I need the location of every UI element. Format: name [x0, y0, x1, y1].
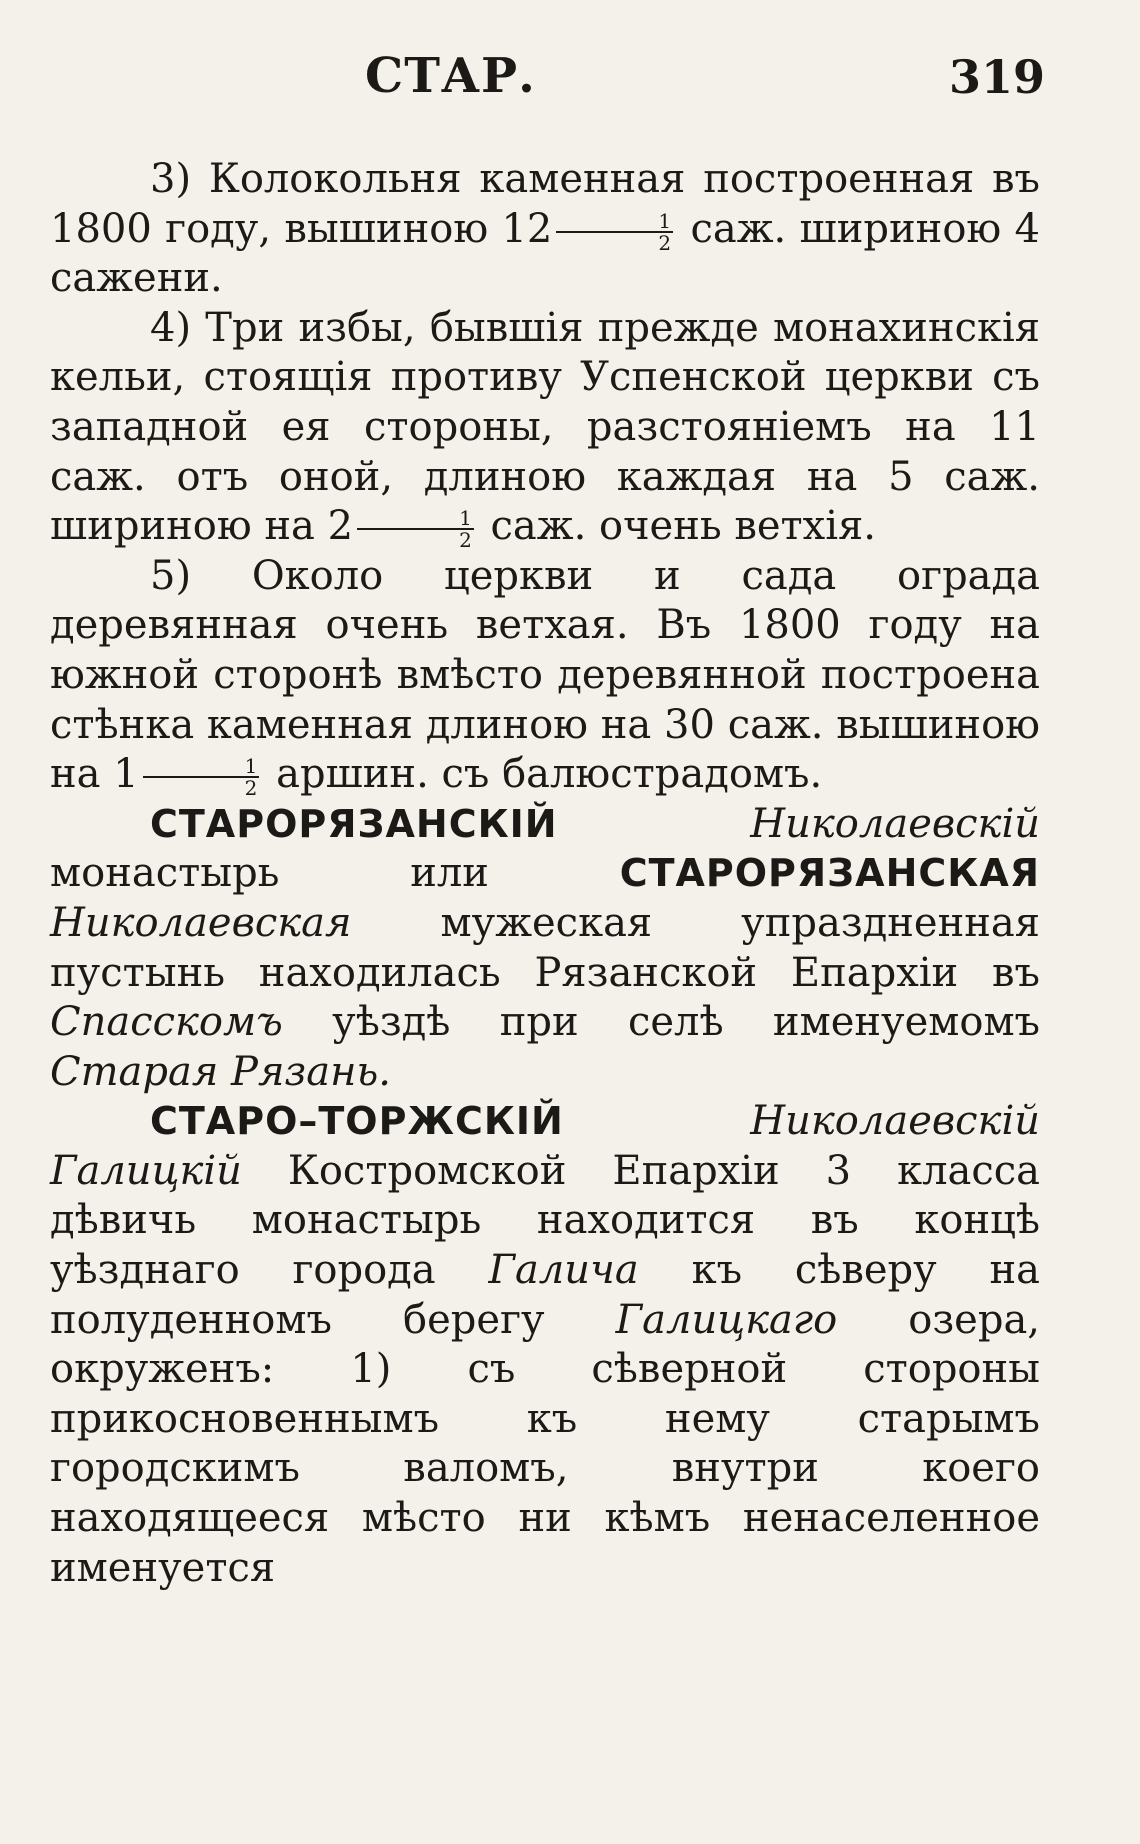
entry-staroryazansky — [50, 800, 1040, 1098]
fraction-numerator: 1 — [357, 508, 474, 530]
page-header — [0, 48, 1140, 118]
entry-heading: СТАРО–ТОРЖСКІЙ — [150, 1099, 564, 1144]
paragraph-text: аршин. съ балюстрадомъ. — [276, 751, 823, 798]
paragraph-text: 5) Около церкви и сада ограда деревянная очень ветхая. Въ 1800 году на южной сторонѣ вмѣсто деревянной построена стѣнка каменная длиною на 30 саж. вышиною на 1 — [50, 552, 1040, 798]
page-number: 319 — [948, 50, 1045, 104]
paragraph-text: саж. очень ветхія. — [490, 503, 876, 550]
fraction — [556, 208, 673, 255]
entry-heading: СТАРОРЯЗАНСКІЙ — [150, 801, 558, 846]
fraction — [143, 754, 260, 801]
entry-staro-torzhsky — [50, 1097, 1040, 1593]
paragraph-fence — [50, 552, 1040, 800]
entry-italic: Николаевскій Галицкій — [50, 1098, 1040, 1194]
fraction-numerator: 1 — [556, 211, 673, 233]
fraction-numerator: 1 — [143, 756, 260, 778]
entry-text: мужеская упраздненная пустынь находилась Рязанской Епархіи въ — [50, 899, 1040, 996]
entry-heading: СТАРОРЯЗАНСКАЯ — [619, 851, 1040, 896]
paragraph-bell-tower — [50, 155, 1040, 304]
entry-italic: Старая Рязань. — [50, 1048, 391, 1095]
paragraph-text: 4) Три избы, бывшія прежде монахинскія кельи, стоящія противу Успенской церкви съ западной ея стороны, разстояніемъ на 11 саж. отъ оной, длиною каждая на 5 саж. шириною на 2 — [50, 304, 1040, 550]
fraction-denominator: 2 — [244, 776, 258, 801]
paragraph-text: 3) Колокольня каменная построенная въ 1800 году, вышиною 12 — [50, 156, 1040, 252]
entry-italic: Николаевскій — [750, 800, 1040, 847]
body-text — [50, 155, 1040, 1593]
fraction-denominator: 2 — [658, 230, 672, 255]
entry-italic: Галицкаго — [615, 1296, 838, 1343]
entry-italic: Николаевская — [50, 899, 352, 946]
entry-text: къ сѣверу на полуденномъ берегу — [50, 1247, 1040, 1343]
entry-text: уѣздѣ при селѣ именуемомъ — [332, 999, 1040, 1046]
running-head: СТАР. — [365, 48, 536, 104]
paragraph-text: саж. шириною 4 сажени. — [50, 205, 1041, 302]
paragraph-huts — [50, 304, 1040, 552]
entry-text: Костромской Епархіи 3 класса дѣвичь монастырь находится въ концѣ уѣзднаго города — [50, 1147, 1040, 1294]
fraction — [357, 506, 474, 553]
entry-text: озера, окруженъ: 1) съ сѣверной стороны прикосновеннымъ къ нему старымъ городскимъ валомъ, внутри коего находящееся мѣсто ни кѣмъ ненаселенное именуется — [50, 1296, 1041, 1591]
entry-italic: Галича — [488, 1247, 639, 1294]
entry-italic: Спасскомъ — [50, 999, 283, 1046]
fraction-denominator: 2 — [459, 528, 472, 553]
entry-text: монастырь или — [50, 850, 489, 897]
